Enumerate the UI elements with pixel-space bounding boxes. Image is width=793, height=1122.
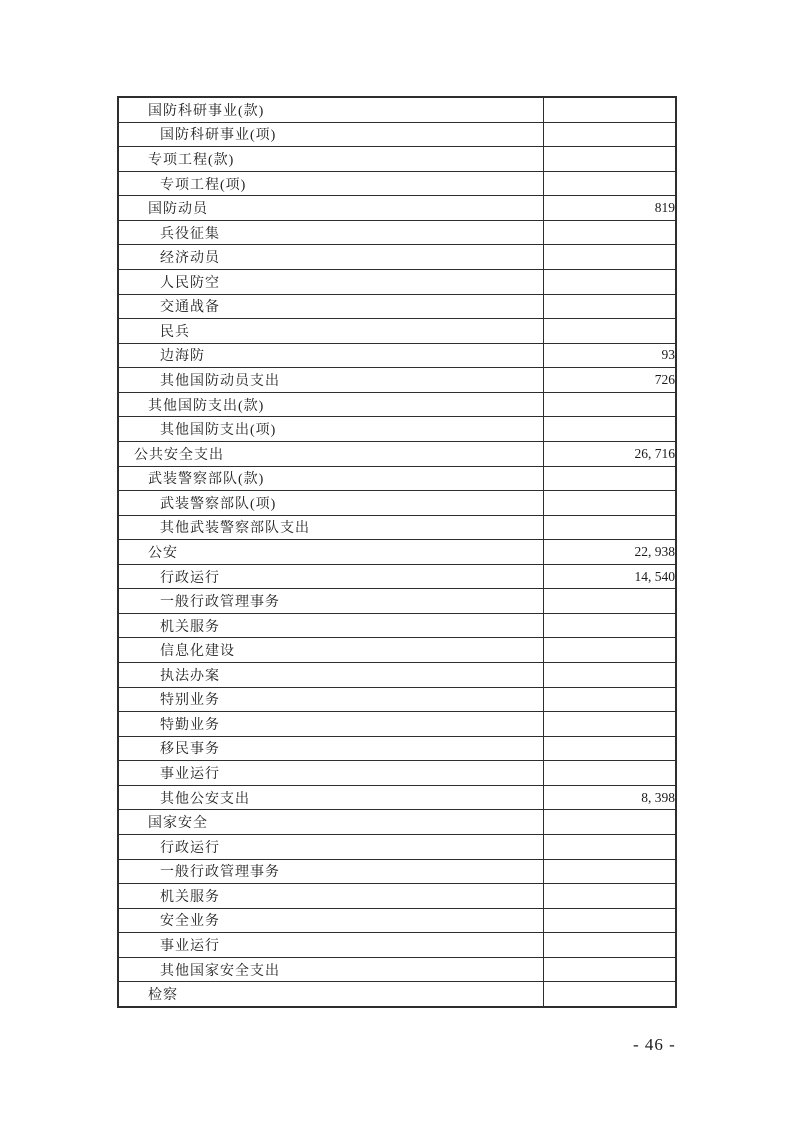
item-label-cell: 武装警察部队(款) — [118, 466, 543, 491]
table-row — [118, 491, 676, 516]
amount-cell — [543, 908, 676, 933]
table-row — [118, 736, 676, 761]
table-row — [118, 687, 676, 712]
amount-cell — [543, 884, 676, 909]
item-label-cell: 机关服务 — [118, 613, 543, 638]
table-row — [118, 884, 676, 909]
table-row — [118, 245, 676, 270]
table-row — [118, 196, 676, 221]
amount-cell — [543, 147, 676, 172]
amount-cell: 14, 540 — [543, 564, 676, 589]
item-label-cell: 专项工程(项) — [118, 171, 543, 196]
item-label-cell: 执法办案 — [118, 663, 543, 688]
table-row — [118, 97, 676, 122]
item-label-cell: 一般行政管理事务 — [118, 589, 543, 614]
table-row — [118, 466, 676, 491]
amount-cell — [543, 417, 676, 442]
table-row — [118, 712, 676, 737]
amount-cell — [543, 638, 676, 663]
amount-cell — [543, 245, 676, 270]
amount-cell: 26, 716 — [543, 441, 676, 466]
amount-cell — [543, 736, 676, 761]
item-label-cell: 国家安全 — [118, 810, 543, 835]
item-label-cell: 交通战备 — [118, 294, 543, 319]
item-label-cell: 国防动员 — [118, 196, 543, 221]
table-row — [118, 392, 676, 417]
amount-cell — [543, 319, 676, 344]
item-label-cell: 武装警察部队(项) — [118, 491, 543, 516]
item-label-cell: 行政运行 — [118, 564, 543, 589]
item-label-cell: 信息化建设 — [118, 638, 543, 663]
item-label-cell: 人民防空 — [118, 270, 543, 295]
table-row — [118, 294, 676, 319]
table-row — [118, 589, 676, 614]
budget-table-body — [118, 97, 676, 1007]
table-row — [118, 982, 676, 1007]
amount-cell — [543, 810, 676, 835]
item-label-cell: 专项工程(款) — [118, 147, 543, 172]
table-row — [118, 368, 676, 393]
amount-cell: 93 — [543, 343, 676, 368]
amount-cell — [543, 270, 676, 295]
amount-cell — [543, 933, 676, 958]
item-label-cell: 国防科研事业(款) — [118, 97, 543, 122]
amount-cell — [543, 712, 676, 737]
item-label-cell: 一般行政管理事务 — [118, 859, 543, 884]
item-label-cell: 其他国防支出(款) — [118, 392, 543, 417]
table-row — [118, 834, 676, 859]
table-row — [118, 613, 676, 638]
item-label-cell: 特勤业务 — [118, 712, 543, 737]
table-row — [118, 663, 676, 688]
item-label-cell: 民兵 — [118, 319, 543, 344]
amount-cell — [543, 613, 676, 638]
table-row — [118, 564, 676, 589]
table-row — [118, 515, 676, 540]
item-label-cell: 安全业务 — [118, 908, 543, 933]
table-row — [118, 810, 676, 835]
amount-cell — [543, 957, 676, 982]
amount-cell — [543, 687, 676, 712]
amount-cell — [543, 834, 676, 859]
amount-cell — [543, 515, 676, 540]
table-row — [118, 540, 676, 565]
table-row — [118, 761, 676, 786]
table-row — [118, 171, 676, 196]
table-row — [118, 933, 676, 958]
table-row — [118, 957, 676, 982]
item-label-cell: 事业运行 — [118, 761, 543, 786]
item-label-cell: 其他国防支出(项) — [118, 417, 543, 442]
amount-cell — [543, 97, 676, 122]
item-label-cell: 检察 — [118, 982, 543, 1007]
amount-cell — [543, 491, 676, 516]
item-label-cell: 其他国防动员支出 — [118, 368, 543, 393]
page-number: - 46 - — [633, 1035, 676, 1054]
amount-cell: 8, 398 — [543, 785, 676, 810]
table-row — [118, 270, 676, 295]
amount-cell — [543, 466, 676, 491]
amount-cell — [543, 859, 676, 884]
amount-cell: 22, 938 — [543, 540, 676, 565]
item-label-cell: 其他公安支出 — [118, 785, 543, 810]
amount-cell — [543, 761, 676, 786]
amount-cell — [543, 982, 676, 1007]
table-row — [118, 441, 676, 466]
amount-cell: 726 — [543, 368, 676, 393]
table-row — [118, 785, 676, 810]
item-label-cell: 公安 — [118, 540, 543, 565]
item-label-cell: 特别业务 — [118, 687, 543, 712]
item-label-cell: 边海防 — [118, 343, 543, 368]
amount-cell — [543, 122, 676, 147]
amount-cell — [543, 589, 676, 614]
item-label-cell: 事业运行 — [118, 933, 543, 958]
table-row — [118, 147, 676, 172]
amount-cell — [543, 663, 676, 688]
budget-expenditure-table — [117, 96, 677, 1008]
table-row — [118, 343, 676, 368]
amount-cell — [543, 171, 676, 196]
item-label-cell: 移民事务 — [118, 736, 543, 761]
table-row — [118, 319, 676, 344]
item-label-cell: 其他国家安全支出 — [118, 957, 543, 982]
item-label-cell: 兵役征集 — [118, 220, 543, 245]
amount-cell: 819 — [543, 196, 676, 221]
item-label-cell: 其他武装警察部队支出 — [118, 515, 543, 540]
item-label-cell: 公共安全支出 — [118, 441, 543, 466]
amount-cell — [543, 294, 676, 319]
amount-cell — [543, 392, 676, 417]
item-label-cell: 经济动员 — [118, 245, 543, 270]
table-row — [118, 417, 676, 442]
table-row — [118, 122, 676, 147]
table-row — [118, 908, 676, 933]
item-label-cell: 国防科研事业(项) — [118, 122, 543, 147]
item-label-cell: 行政运行 — [118, 834, 543, 859]
table-row — [118, 859, 676, 884]
table-row — [118, 220, 676, 245]
table-row — [118, 638, 676, 663]
amount-cell — [543, 220, 676, 245]
item-label-cell: 机关服务 — [118, 884, 543, 909]
